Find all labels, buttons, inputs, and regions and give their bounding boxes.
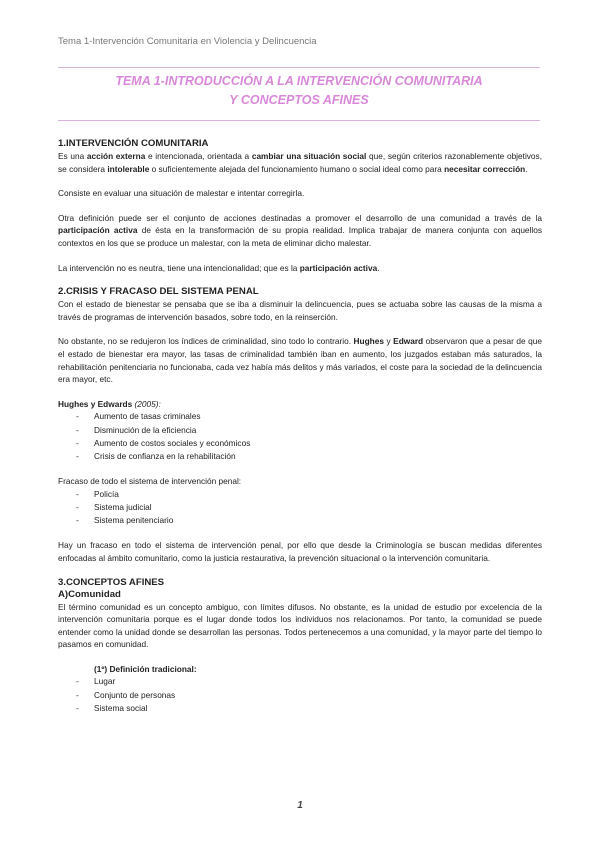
section-3-paragraph-1: El término comunidad es un concepto ambiguo, con límites difusos. No obstante, es la unidad de estudio por excelencia de la intervención comunitaria porque es el lugar donde todos los individuos nos relacionamos. Por tanto, la comunidad se puede entender como la unidad donde se desarrollan las personas. Todos pertenecemos a una comunidad, y la mayor parte del tiempo lo pasamos en comunidad. [58,601,542,650]
bold-term: participación activa [299,262,378,273]
list-item-text: Aumento de tasas criminales [94,411,201,422]
title-line-1: TEMA 1-INTRODUCCIÓN A LA INTERVENCIÓN COMUNITARIA [115,74,483,88]
list-item-text: Policía [94,488,119,499]
list-item [58,488,542,501]
authors-citation [58,398,542,411]
text-run: No obstante, no se redujeron los índices de criminalidad, sino todo lo contrario. [58,336,354,347]
list-marker: - [76,437,79,448]
text-run: . [525,163,528,174]
bold-term: participación activa [58,225,138,236]
list-item [58,675,542,688]
list-item [58,689,542,702]
list-marker: - [76,450,79,461]
section-1-paragraph-3 [58,212,542,250]
section-2-heading: 2.CRISIS Y FRACASO DEL SISTEMA PENAL [58,286,259,298]
list-marker: - [76,676,79,687]
section-1-paragraph-1 [58,150,542,175]
bold-term: acción externa [86,151,146,161]
list-item [58,501,542,514]
bold-term: necesitar corrección [444,163,526,174]
list-marker: - [76,702,79,713]
text-run: de ésta en la transformación de su propia realidad. Implica trabajar de manera conjunta con aquellos contextos en los que se produce un malestar, con la meta de eliminar dicho malestar. [58,225,542,248]
list-item-text: Aumento de costos sociales y económicos [94,437,251,448]
list-item-text: Disminución de la eficiencia [94,424,197,435]
text-run: que, según criterios razonablemente objetivos, se considera [58,151,543,174]
section-3-heading: 3.CONCEPTOS AFINES [58,576,165,588]
section-1-paragraph-2: Consiste en evaluar una situación de malestar e intentar corregirla. [58,188,305,199]
list-item-text: Sistema penitenciario [94,515,174,526]
authors-year: (2005): [132,398,161,409]
section-1-heading: 1.INTERVENCIÓN COMUNITARIA [58,138,209,149]
list-item-text: Crisis de confianza en la rehabilitación [94,450,236,461]
running-header: Tema 1-Intervención Comunitaria en Violencia y Delincuencia [58,36,317,47]
title-top-rule [58,67,540,68]
bold-term: cambiar una situación social [251,151,367,161]
list-marker: - [76,488,79,499]
title-bottom-rule [58,120,540,121]
list-item [58,437,542,450]
list-item [58,424,542,437]
text-run: Es una [58,151,87,161]
penal-system-list [58,488,542,528]
list-marker: - [76,411,79,422]
traditional-definition-list [58,675,542,715]
text-run: Otra definición puede ser el conjunto de acciones destinadas a promover el desarrollo de una comunidad a través de la [58,212,542,223]
list-item-text: Conjunto de personas [94,689,176,700]
list-marker: - [76,424,79,435]
crisis-list [58,410,542,463]
text-run: La intervención no es neutra, tiene una intencionalidad; que es la [58,262,300,273]
text-run: . [377,262,380,273]
list-item-text: Lugar [94,676,116,687]
list-item-text: Sistema social [94,702,148,713]
list-marker: - [76,689,79,700]
list-marker: - [76,501,79,512]
list-item [58,514,542,527]
title-line-2: Y CONCEPTOS AFINES [229,93,369,107]
list-item [58,450,542,463]
authors-name: Hughes y Edwards [58,398,133,409]
text-run: y [383,336,394,347]
list-item-text: Sistema judicial [94,501,152,512]
bold-term: intolerable [107,163,150,174]
page-number: 1 [297,800,303,811]
text-run: e intencionada, orientada a [145,151,252,161]
text-run: observaron que a pesar de que el estado de bienestar era mayor, las tasas de criminalidad también iban en aumento, los juzgados estaban más saturados, la rehabilitación penitenciaria no funcionaba, cada vez había más delitos y más variados, el coste para la sociedad de la delincuencia era mayor, etc. [58,336,542,385]
section-2-paragraph-4: Hay un fracaso en todo el sistema de intervención penal, por ello que desde la Criminología se buscan medidas diferentes enfocadas al ámbito comunitario, como la justicia restaurativa, la prevención situacional o la intervención comunitaria. [58,540,542,563]
document-body [58,138,542,715]
text-run: o suficientemente alejada del funcionamiento humano o social ideal como para [149,163,445,174]
list-item [58,702,542,715]
list-marker: - [76,515,79,526]
section-1-paragraph-4 [58,262,542,275]
traditional-definition-heading: (1º) Definición tradicional: [94,663,197,674]
section-2-paragraph-1: Con el estado de bienestar se pensaba que se iba a disminuir la delincuencia, pues se actuaba sobre las causas de la misma a través de programas de intervención basados, sobre todo, en la reinserción. [58,299,542,322]
section-2-paragraph-3: Fracaso de todo el sistema de intervención penal: [58,476,242,487]
document-title [58,72,540,110]
bold-term: Hughes [353,336,384,347]
section-2-paragraph-2 [58,335,542,385]
subsection-a-heading: A)Comunidad [58,588,121,600]
list-item [58,410,542,423]
bold-term: Edward [393,336,424,347]
